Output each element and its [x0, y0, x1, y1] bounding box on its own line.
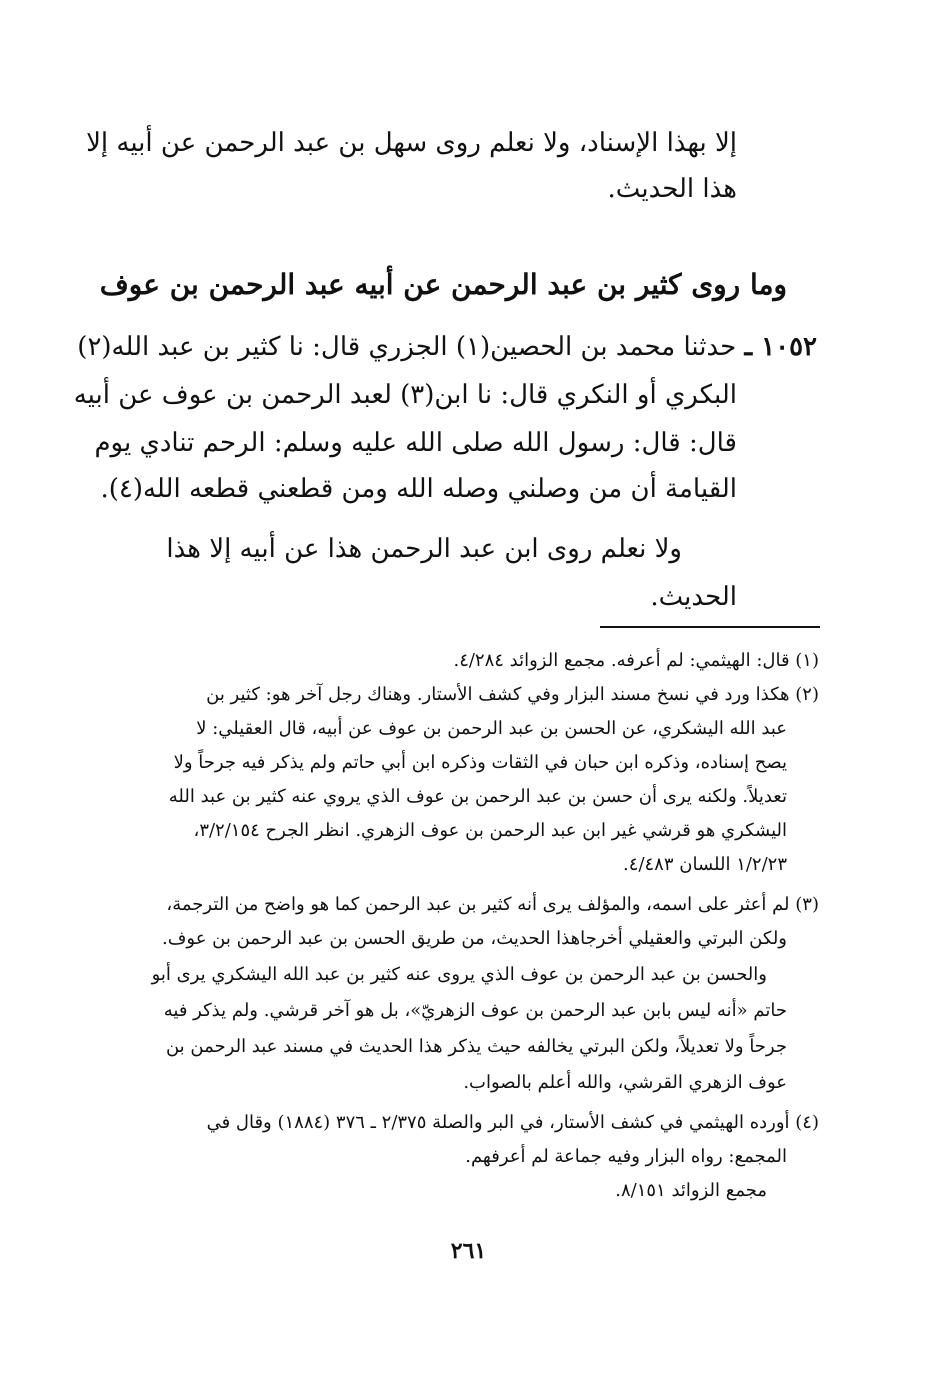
- footnote-3-line-2: ولكن البرتي والعقيلي أخرجاهذا الحديث، من طريق الحسن بن عبد الرحمن بن عوف.: [162, 928, 787, 949]
- footnote-2-line-2: عبد الله اليشكري، عن الحسن بن عبد الرحمن بن عوف عن أبيه، قال العقيلي: لا: [196, 718, 787, 739]
- footnote-2-line-3: يصح إسناده، وذكره ابن حبان في الثقات وذكره ابن أبي حاتم ولم يذكر فيه جرحاً ولا: [173, 752, 787, 773]
- footnote-4-line-2: المجمع: رواه البزار وفيه جماعة لم أعرفهم.: [465, 1146, 787, 1167]
- footnote-1: (١) قال: الهيثمي: لم أعرفه. مجمع الزوائد ٤/٢٨٤.: [453, 650, 819, 671]
- hadith-text-1: حدثنا محمد بن الحصين(١) الجزري قال: نا كثير بن عبد الله(٢): [77, 332, 737, 362]
- intro-line-2: هذا الحديث.: [607, 174, 737, 204]
- intro-line-1: إلا بهذا الإسناد، ولا نعلم روى سهل بن عبد الرحمن عن أبيه إلا: [86, 128, 737, 158]
- footnote-3-line-5: جرحاً ولا تعديلاً، ولكن البرتي يخالفه حيث يذكر هذا الحديث في مسند عبد الرحمن بن: [165, 1036, 787, 1057]
- hadith-line-4: القيامة أن من وصلني وصله الله ومن قطعني قطعه الله(٤).: [100, 474, 737, 504]
- footnote-3-line-1: (٣) لم أعثر على اسمه، والمؤلف يرى أنه كثير بن عبد الرحمن كما هو واضح من الترجمة،: [166, 894, 819, 915]
- section-heading: وما روى كثير بن عبد الرحمن عن أبيه عبد الرحمن بن عوف: [99, 268, 787, 301]
- hadith-line-3: قال: قال: رسول الله صلى الله عليه وسلم: الرحم تنادي يوم: [94, 428, 737, 458]
- footnote-3-line-6: عوف الزهري القرشي، والله أعلم بالصواب.: [463, 1072, 787, 1093]
- comment-line-2: الحديث.: [650, 582, 737, 612]
- footnote-3-line-4: حاتم «أنه ليس بابن عبد الرحمن بن عوف الزهريّ»، بل هو آخر قرشي. ولم يذكر فيه: [163, 1000, 787, 1021]
- hadith-number: ١٠٥٢ ـ: [744, 332, 817, 362]
- hadith-line-1: [77, 332, 817, 362]
- footnote-2-line-5: اليشكري هو قرشي غير ابن عبد الرحمن بن عوف الزهري. انظر الجرح ٣/٢/١٥٤،: [193, 820, 787, 841]
- footnote-4-line-1: (٤) أورده الهيثمي في كشف الأستار، في البر والصلة ٢/٣٧٥ ـ ٣٧٦ (١٨٨٤) وقال في: [206, 1112, 819, 1133]
- footnote-separator: [600, 626, 820, 628]
- footnote-2-line-4: تعديلاً. ولكنه يرى أن حسن بن عبد الرحمن بن عوف الذي يروي عنه كثير بن عبد الله: [168, 786, 787, 807]
- footnote-3-line-3: والحسن بن عبد الرحمن بن عوف الذي يروى عنه كثير بن عبد الله اليشكري يرى أبو: [151, 964, 767, 985]
- footnote-4-line-3: مجمع الزوائد ٨/١٥١.: [615, 1180, 767, 1201]
- page-number: ٢٦١: [450, 1238, 487, 1264]
- footnote-2-line-1: (٢) هكذا ورد في نسخ مسند البزار وفي كشف الأستار. وهناك رجل آخر هو: كثير بن: [206, 684, 819, 705]
- hadith-line-2: البكري أو النكري قال: نا ابن(٣) لعبد الرحمن بن عوف عن أبيه: [73, 380, 737, 410]
- comment-line-1: ولا نعلم روى ابن عبد الرحمن هذا عن أبيه إلا هذا: [166, 534, 682, 564]
- footnote-2-line-6: ١/٢/٢٣ اللسان ٤/٤٨٣.: [623, 854, 787, 875]
